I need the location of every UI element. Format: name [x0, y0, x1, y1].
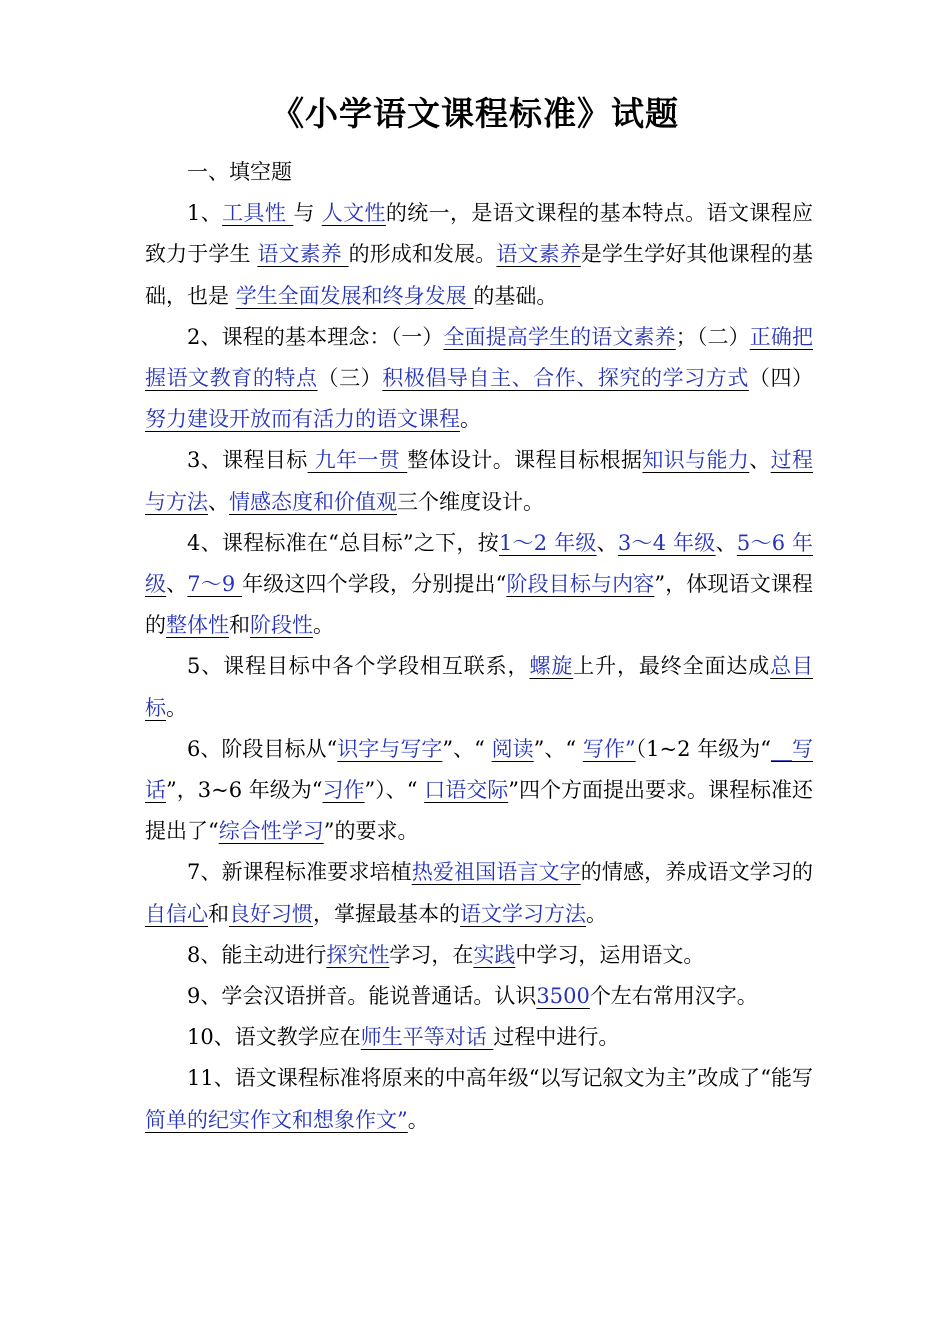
answer-blank: 学生全面发展和终身发展	[235, 283, 474, 308]
answer-blank: 5～6 年级	[145, 530, 814, 597]
answer-blank: 阶段性	[250, 613, 313, 638]
answer-blank: 整体性	[166, 613, 229, 638]
document-body	[145, 152, 813, 1141]
question-item: 4、课程标准在“总目标”之下，按1～2 年级、3～4 年级、5～6 年级、7～9 年级这四个学段，分别提出“阶段目标与内容”，体现语文课程的整体性和阶段性。	[145, 530, 814, 638]
question-list	[145, 193, 813, 1141]
answer-blank: 良好习惯	[229, 901, 313, 926]
answer-blank: 积极倡导自主、合作、探究的学习方式	[382, 366, 749, 391]
answer-blank: 3～4 年级	[617, 530, 716, 555]
answer-blank: 7～9	[187, 572, 243, 597]
answer-blank: 实践	[473, 942, 516, 967]
answer-blank: 师生平等对话	[360, 1025, 494, 1050]
answer-blank: 九年一贯	[307, 448, 408, 473]
answer-blank: 综合性学习	[218, 819, 324, 844]
answer-blank: 语文学习方法	[460, 901, 586, 926]
question-item: 9、学会汉语拼音。能说普通话。认识3500个左右常用汉字。	[187, 984, 758, 1009]
answer-blank: 工具性	[222, 201, 294, 226]
answer-blank: 1～2 年级	[498, 530, 597, 555]
answer-blank: 阶段目标与内容	[506, 572, 655, 597]
answer-blank: 过程与方法	[145, 448, 814, 514]
answer-blank: 写作”	[582, 736, 636, 761]
answer-blank: 螺旋	[529, 654, 574, 679]
answer-blank: 简单的纪实作文和想象作文”	[145, 1107, 408, 1132]
question-item: 7、新课程标准要求培植热爱祖国语言文字的情感，养成语文学习的自信心和良好习惯，掌握最基本的语文学习方法。	[145, 860, 813, 926]
answer-blank: 自信心	[145, 901, 208, 926]
answer-blank: 人文性	[321, 201, 386, 226]
question-item: 6、阶段目标从“识字与写字”、“ 阅读”、“ 写作”（1~2 年级为“__写话”，3~6 年级为“习作”）、“ 口语交际”四个方面提出要求。课程标准还提出了“综合性学习”的要求。	[145, 736, 814, 844]
answer-blank: __写话	[145, 736, 814, 803]
answer-blank: 总目标	[145, 654, 814, 720]
answer-blank: 识字与写字	[337, 736, 443, 761]
answer-blank: 语文素养	[496, 242, 581, 267]
question-item: 11、语文课程标准将原来的中高年级“以写记叙文为主”改成了“能写简单的纪实作文和想象作文”。	[145, 1066, 813, 1132]
question-item: 1、工具性 与 人文性的统一，是语文课程的基本特点。语文课程应致力于学生 语文素养 的形成和发展。语文素养是学生学好其他课程的基础，也是 学生全面发展和终身发展 的基础。	[145, 201, 813, 308]
answer-blank: 情感态度和价值观	[229, 489, 397, 514]
document-title: 《小学语文课程标准》试题	[271, 94, 679, 133]
answer-blank: 习作	[322, 778, 365, 803]
answer-blank: 探究性	[326, 942, 390, 967]
answer-blank: 语文素养	[257, 242, 349, 267]
section-heading: 一、填空题	[187, 160, 292, 184]
question-item: 5、课程目标中各个学段相互联系，螺旋上升，最终全面达成总目标。	[145, 654, 814, 720]
question-item: 10、语文教学应在师生平等对话 过程中进行。	[187, 1025, 620, 1050]
question-item: 8、能主动进行探究性学习，在实践中学习，运用语文。	[187, 942, 705, 967]
question-item: 2、课程的基本理念：（一）全面提高学生的语文素养；（二）正确把握语文教育的特点（三）积极倡导自主、合作、探究的学习方式（四）努力建设开放而有活力的语文课程。	[145, 324, 814, 432]
question-item: 3、课程目标 九年一贯 整体设计。课程目标根据知识与能力、过程与方法、情感态度和价值观三个维度设计。	[145, 448, 814, 514]
answer-blank: 3500	[536, 984, 590, 1009]
answer-blank: 正确把握语文教育的特点	[145, 324, 813, 391]
answer-blank: 口语交际	[424, 778, 509, 803]
answer-blank: 知识与能力	[642, 448, 750, 473]
answer-blank: 阅读	[491, 736, 534, 761]
answer-blank: 努力建设开放而有活力的语文课程	[145, 407, 460, 432]
answer-blank: 全面提高学生的语文素养	[443, 324, 676, 349]
answer-blank: 热爱祖国语言文字	[411, 860, 581, 885]
